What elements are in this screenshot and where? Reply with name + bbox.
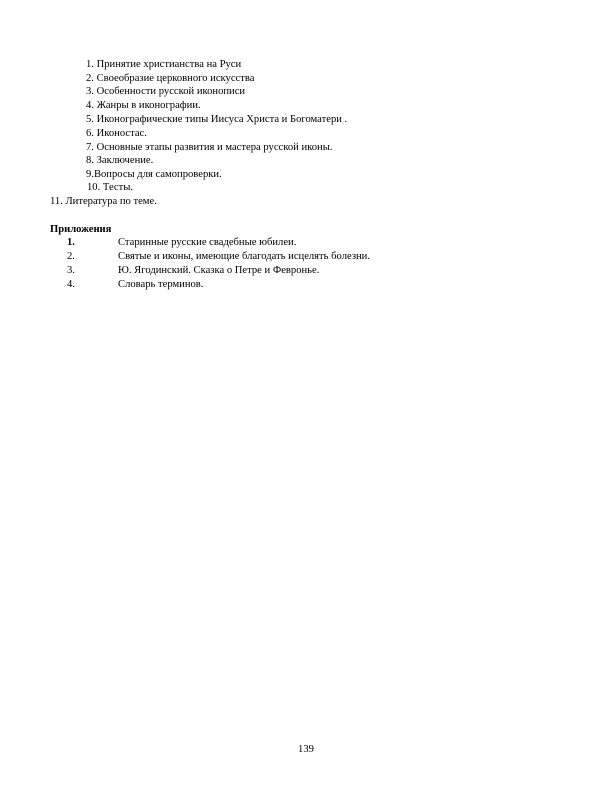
appendix-title: Словарь терминов. xyxy=(118,279,204,290)
toc-item: 10. Тесты. xyxy=(87,182,134,193)
appendix-number: 4. xyxy=(67,279,75,290)
toc-item: 7. Основные этапы развития и мастера русской иконы. xyxy=(86,142,333,153)
appendix-title: Старинные русские свадебные юбилеи. xyxy=(118,237,297,248)
appendix-title: Святые и иконы, имеющие благодать исцелять болезни. xyxy=(118,251,371,262)
appendix-number: 2. xyxy=(67,251,75,262)
toc-item: 5. Иконографические типы Иисуса Христа и Богоматери . xyxy=(86,114,348,125)
appendix-number: 3. xyxy=(67,265,75,276)
toc-item: 3. Особенности русской иконописи xyxy=(86,86,246,97)
appendices-heading: Приложения xyxy=(50,224,112,235)
appendix-number: 1. xyxy=(67,237,75,248)
toc-item: 6. Иконостас. xyxy=(86,128,147,139)
toc-item: 1. Принятие христианства на Руси xyxy=(86,59,242,70)
appendix-title: Ю. Ягодинский. Сказка о Петре и Февронье. xyxy=(118,265,320,276)
toc-item: 2. Своеобразие церковного искусства xyxy=(86,73,255,84)
toc-item: 4. Жанры в иконографии. xyxy=(86,100,201,111)
toc-item: 8. Заключение. xyxy=(86,155,154,166)
toc-item: 9.Вопросы для самопроверки. xyxy=(86,169,222,180)
toc-item: 11. Литература по теме. xyxy=(50,196,157,207)
page-number: 139 xyxy=(298,744,314,755)
